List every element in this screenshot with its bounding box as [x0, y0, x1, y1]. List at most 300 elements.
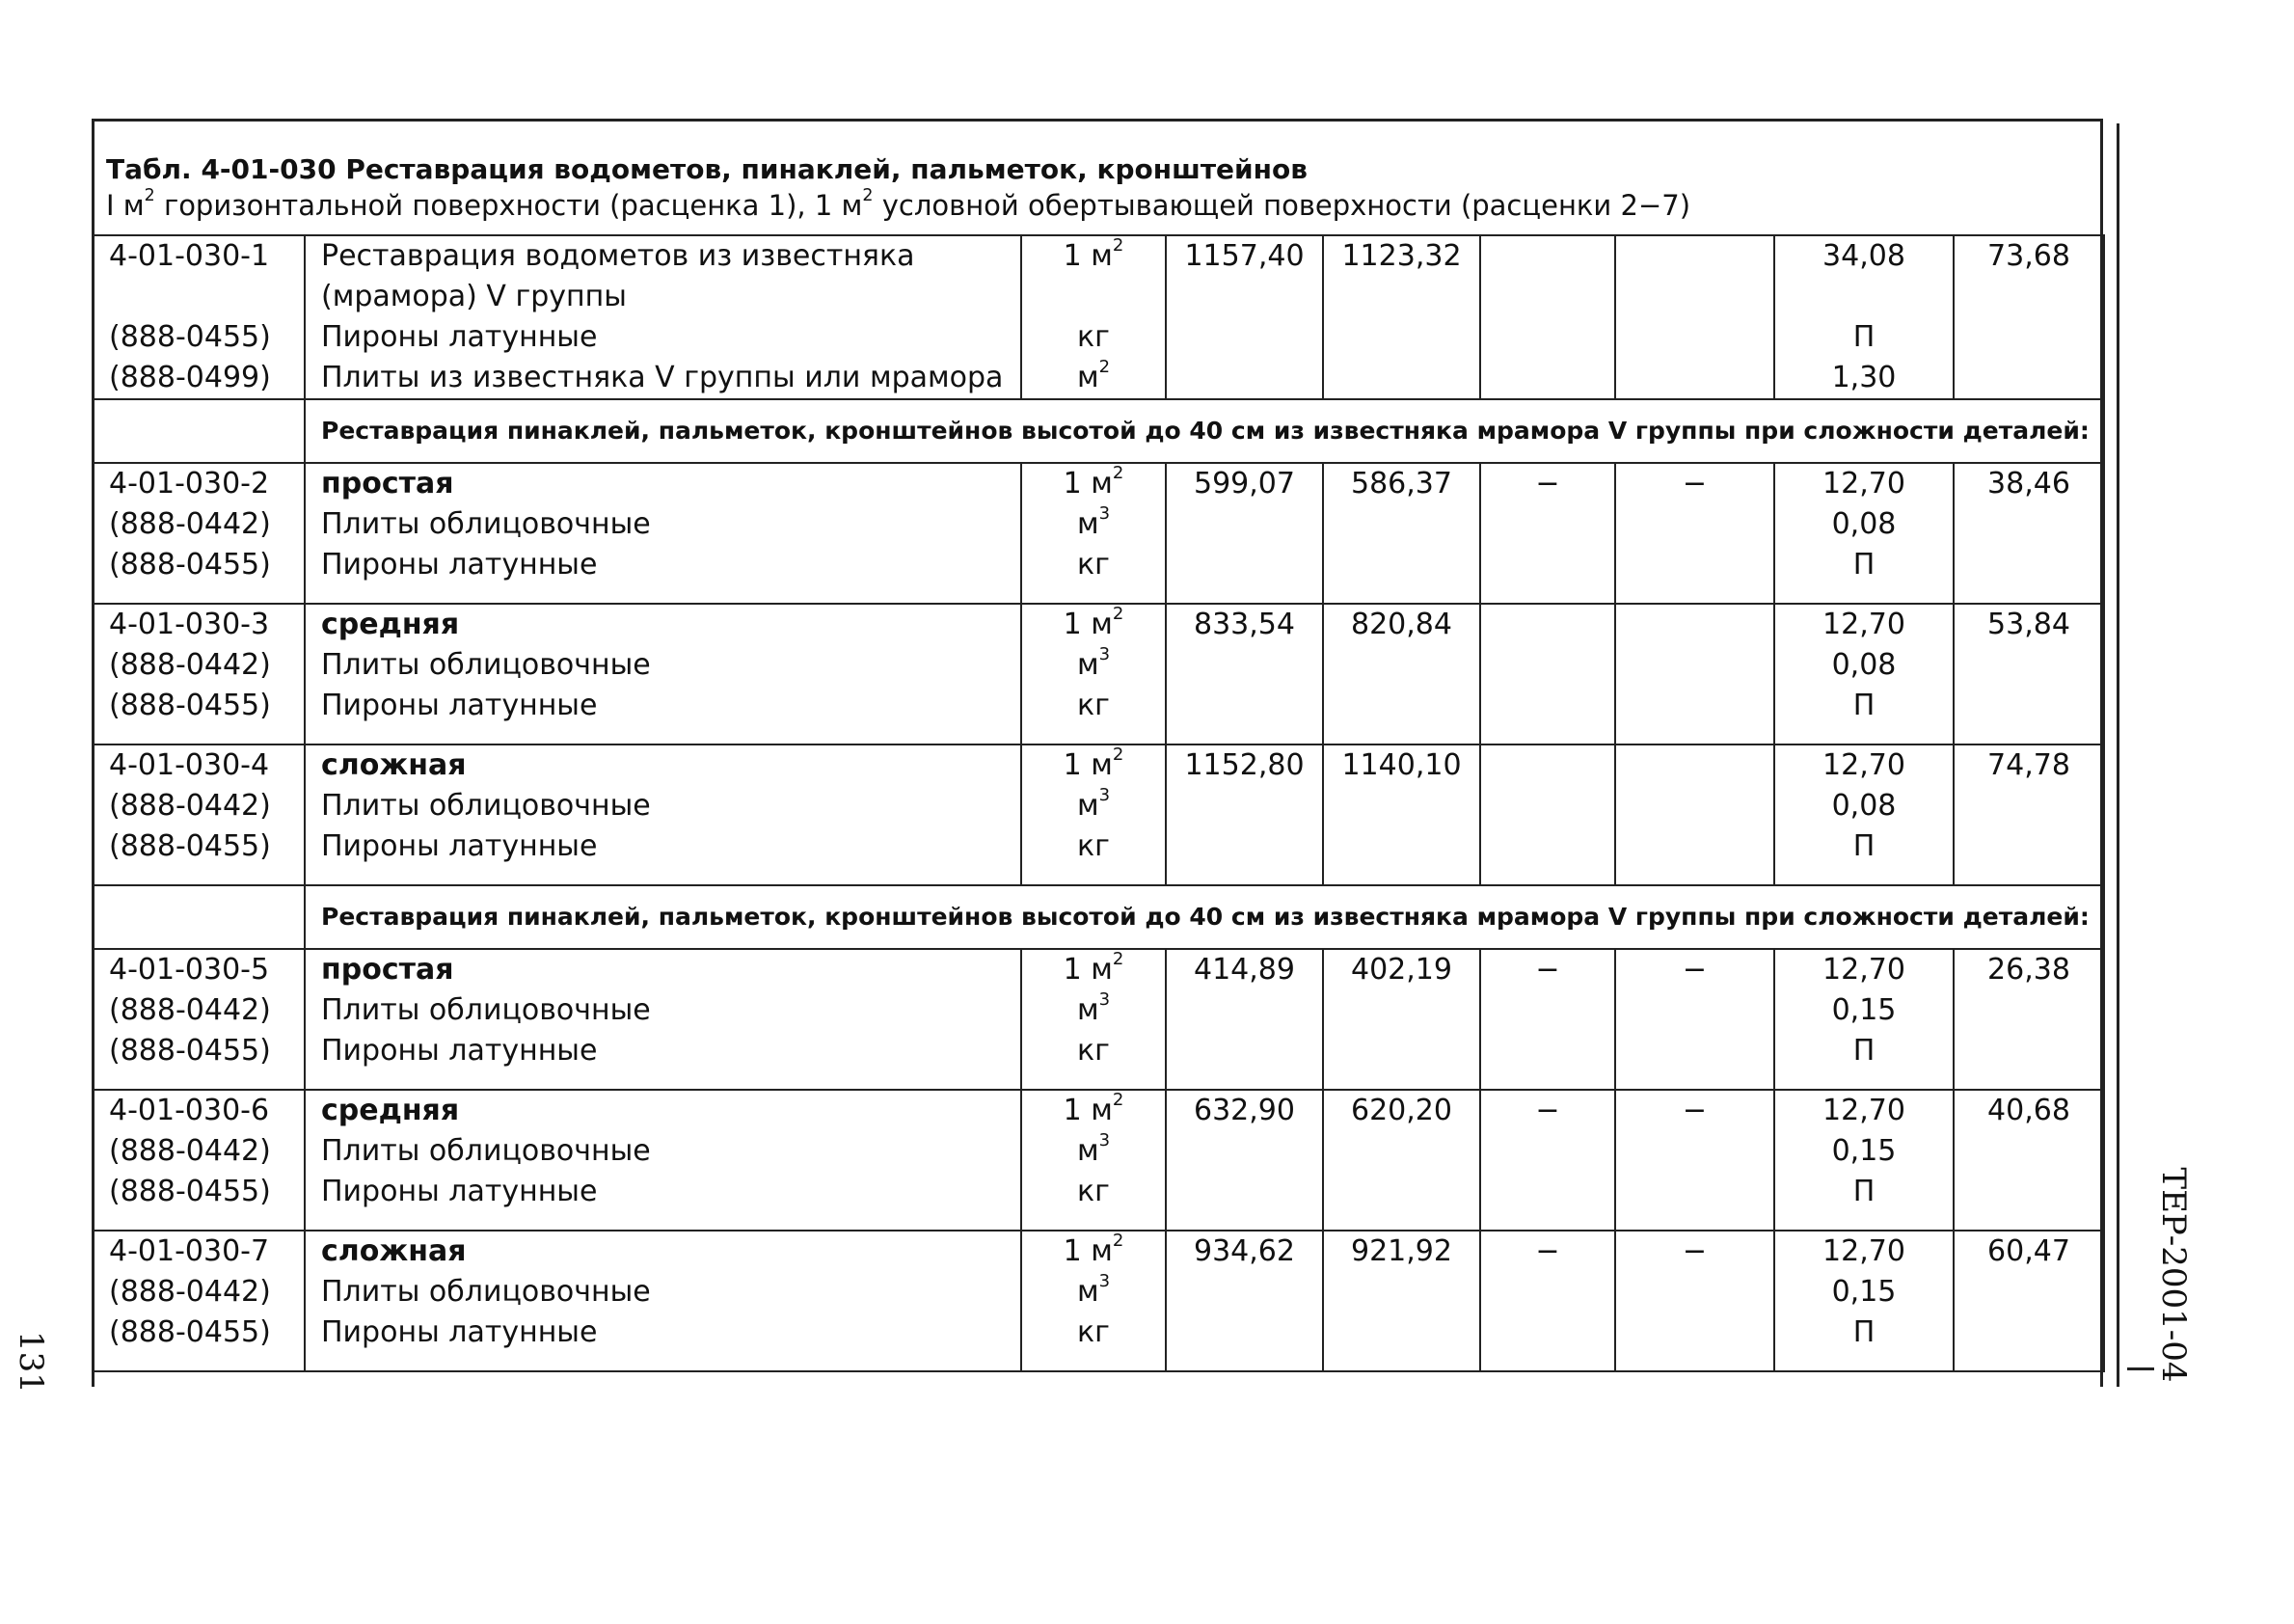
name-cell-line: [306, 1313, 1020, 1353]
name-cell-line: [306, 605, 1020, 645]
name-cell-text: средняя: [321, 608, 460, 641]
total-cost-cell: [1166, 1231, 1323, 1371]
labor-cell-value: 26,38: [1987, 953, 2070, 987]
name-cell: [305, 1090, 1021, 1231]
table-title: Табл. 4-01-030 Реставрация водометов, пинаклей, пальметок, кронштейнов: [106, 153, 1308, 185]
unit-cell-text: 1 м: [1063, 239, 1113, 273]
unit-cell: [1021, 949, 1166, 1090]
group-heading-row: [93, 399, 2104, 463]
name-cell-text: Плиты облицовочные: [321, 648, 651, 682]
materials-cell-line: [1775, 236, 1953, 277]
wage-cell-value: 1123,32: [1341, 239, 1462, 273]
unit-exponent: 2: [1112, 236, 1124, 256]
materials-cell-text: 12,70: [1822, 608, 1905, 641]
unit-cell-line: [1022, 686, 1165, 726]
code-cell: [93, 949, 305, 1090]
unit-exponent: 3: [1098, 504, 1111, 524]
rate-row: [93, 1090, 2104, 1231]
code-cell-text: 4-01-030-7: [109, 1234, 270, 1268]
name-cell-text: Плиты из известняка V группы или мрамора: [321, 361, 1004, 394]
machine-wage-cell-value: [1616, 605, 1773, 645]
materials-cell-text: 0,15: [1831, 1134, 1897, 1168]
code-cell-text: (888-0499): [109, 361, 271, 394]
code-cell-line: [94, 645, 304, 686]
materials-cell: [1774, 949, 1954, 1090]
machine-cost-cell: [1480, 744, 1615, 885]
machine-cost-cell-value: −: [1535, 467, 1560, 501]
code-cell-text: (888-0442): [109, 648, 271, 682]
rate-row: [93, 463, 2104, 604]
materials-cell-text: 0,08: [1831, 507, 1897, 541]
materials-cell-text: П: [1852, 689, 1876, 722]
name-cell-line: [306, 826, 1020, 867]
name-cell-text: Пироны латунные: [321, 1175, 598, 1208]
name-cell-line: [306, 504, 1020, 545]
unit-cell-line: [1022, 605, 1165, 645]
machine-cost-cell: [1480, 604, 1615, 744]
unit-cell-line: [1022, 1313, 1165, 1353]
materials-cell-line: [1775, 990, 1953, 1031]
name-cell-line: [306, 990, 1020, 1031]
materials-cell-text: 0,15: [1831, 993, 1897, 1027]
materials-cell-line: [1775, 545, 1953, 585]
unit-cell-line: [1022, 277, 1165, 317]
materials-cell-line: [1775, 464, 1953, 504]
unit-cell-line: [1022, 545, 1165, 585]
name-cell-text: Пироны латунные: [321, 829, 598, 863]
wage-cell: [1323, 463, 1480, 604]
labor-cell-value: 60,47: [1987, 1234, 2070, 1268]
wage-cell: [1323, 1090, 1480, 1231]
unit-cell: [1021, 235, 1166, 399]
unit-cell-line: [1022, 990, 1165, 1031]
materials-cell-line: [1775, 786, 1953, 826]
materials-cell-line: [1775, 950, 1953, 990]
name-cell-line: [306, 358, 1020, 398]
machine-wage-cell-value: −: [1682, 1094, 1708, 1127]
materials-cell-text: 12,70: [1822, 953, 1905, 987]
unit-cell-line: [1022, 645, 1165, 686]
group-heading-cell: [305, 885, 2104, 949]
name-cell-text: Плиты облицовочные: [321, 1134, 651, 1168]
code-cell-line: [94, 605, 304, 645]
unit-cell-text: м: [1076, 993, 1099, 1027]
labor-cell-value: 38,46: [1987, 467, 2070, 501]
unit-exponent: 2: [1112, 1232, 1124, 1251]
unit-cell-text: м: [1076, 1275, 1099, 1309]
subtitle-part-2: горизонтальной поверхности (расценка 1), 1 м: [154, 189, 863, 222]
materials-cell-line: [1775, 1313, 1953, 1353]
unit-cell-line: [1022, 1172, 1165, 1212]
machine-wage-cell-value: −: [1682, 467, 1708, 501]
rates-body: [93, 235, 2104, 1371]
subtitle-sup-2: 2: [862, 186, 874, 205]
materials-cell-text: П: [1852, 1175, 1876, 1208]
unit-cell-line: [1022, 358, 1165, 398]
code-cell-line: [94, 990, 304, 1031]
unit-cell-text: 1 м: [1063, 1094, 1113, 1127]
name-cell-text: сложная: [321, 1234, 467, 1268]
name-cell-line: [306, 1091, 1020, 1131]
code-cell-line: [94, 504, 304, 545]
labor-cell: [1954, 949, 2104, 1090]
group-heading-row: [93, 885, 2104, 949]
machine-cost-cell: [1480, 235, 1615, 399]
subtitle-part-1: I м: [106, 189, 145, 222]
name-cell-line: [306, 1131, 1020, 1172]
name-cell-text: Пироны латунные: [321, 320, 598, 354]
labor-cell: [1954, 235, 2104, 399]
unit-cell-line: [1022, 786, 1165, 826]
materials-cell-text: 0,08: [1831, 789, 1897, 823]
unit-cell-line: [1022, 464, 1165, 504]
group-heading-text: Реставрация пинаклей, пальметок, кронштейнов высотой до 40 см из известняка мрамора V группы при сложности деталей:: [321, 903, 2090, 931]
rate-row: [93, 1231, 2104, 1371]
document-code: ТЕР-2001-04: [2154, 1167, 2193, 1383]
unit-cell-text: м: [1076, 1134, 1099, 1168]
materials-cell-line: [1775, 1031, 1953, 1071]
machine-cost-cell-value: [1481, 745, 1614, 786]
materials-cell-text: 12,70: [1822, 467, 1905, 501]
labor-cell-value: 53,84: [1987, 608, 2070, 641]
wage-cell-value: 820,84: [1351, 608, 1452, 641]
code-cell-line: [94, 545, 304, 585]
code-cell-text: 4-01-030-6: [109, 1094, 270, 1127]
total-cost-cell-value: 1157,40: [1184, 239, 1305, 273]
unit-cell-line: [1022, 1272, 1165, 1313]
code-cell-text: 4-01-030-5: [109, 953, 270, 987]
name-cell-line: [306, 545, 1020, 585]
code-cell-line: [94, 277, 304, 317]
name-cell-text: Пироны латунные: [321, 689, 598, 722]
unit-exponent: 3: [1098, 645, 1111, 664]
code-cell-line: [94, 1313, 304, 1353]
name-cell-text: (мрамора) V группы: [321, 280, 627, 313]
machine-cost-cell-value: [1481, 605, 1614, 645]
materials-cell-text: 34,08: [1822, 239, 1905, 273]
group-heading-cell: [305, 399, 2104, 463]
code-cell: [93, 744, 305, 885]
unit-cell-line: [1022, 1031, 1165, 1071]
name-cell-text: Плиты облицовочные: [321, 1275, 651, 1309]
wage-cell: [1323, 949, 1480, 1090]
unit-cell: [1021, 604, 1166, 744]
materials-cell-line: [1775, 745, 1953, 786]
total-cost-cell-value: 833,54: [1194, 608, 1295, 641]
labor-cell-value: 73,68: [1987, 239, 2070, 273]
code-cell-text: (888-0455): [109, 320, 271, 354]
unit-cell-text: 1 м: [1063, 1234, 1113, 1268]
name-cell-text: Пироны латунные: [321, 1315, 598, 1349]
labor-cell: [1954, 1231, 2104, 1371]
materials-cell: [1774, 1231, 1954, 1371]
unit-cell-text: кг: [1077, 1034, 1110, 1068]
materials-cell: [1774, 235, 1954, 399]
code-cell-line: [94, 950, 304, 990]
name-cell: [305, 1231, 1021, 1371]
wage-cell-value: 1140,10: [1341, 748, 1462, 782]
group-heading-code-cell: [93, 885, 305, 949]
name-cell-line: [306, 317, 1020, 358]
code-cell-line: [94, 745, 304, 786]
materials-cell-text: П: [1852, 1315, 1876, 1349]
machine-cost-cell-value: −: [1535, 953, 1560, 987]
unit-cell-line: [1022, 504, 1165, 545]
machine-cost-cell-value: [1481, 236, 1614, 277]
materials-cell-text: 1,30: [1831, 361, 1897, 394]
materials-cell: [1774, 1090, 1954, 1231]
materials-cell-text: 0,08: [1831, 648, 1897, 682]
page-number: 131: [12, 1331, 50, 1394]
materials-cell-line: [1775, 1172, 1953, 1212]
machine-cost-cell: [1480, 1090, 1615, 1231]
unit-exponent: 2: [1112, 1091, 1124, 1110]
name-cell-line: [306, 745, 1020, 786]
materials-cell: [1774, 744, 1954, 885]
name-cell-line: [306, 686, 1020, 726]
unit-cell-text: кг: [1077, 829, 1110, 863]
rate-row: [93, 744, 2104, 885]
wage-cell-value: 402,19: [1351, 953, 1452, 987]
name-cell-text: простая: [321, 467, 454, 501]
code-cell-text: 4-01-030-2: [109, 467, 270, 501]
code-cell-text: 4-01-030-3: [109, 608, 270, 641]
code-cell-line: [94, 1131, 304, 1172]
name-cell-line: [306, 1272, 1020, 1313]
machine-wage-cell: [1615, 604, 1774, 744]
unit-exponent: 3: [1098, 786, 1111, 805]
total-cost-cell: [1166, 463, 1323, 604]
unit-cell: [1021, 463, 1166, 604]
code-cell-line: [94, 1031, 304, 1071]
unit-cell-text: м: [1076, 789, 1099, 823]
subtitle-sup-1: 2: [144, 186, 155, 205]
page-edge-rule: [2117, 123, 2119, 1387]
total-cost-cell-value: 414,89: [1194, 953, 1295, 987]
unit-cell: [1021, 1231, 1166, 1371]
materials-cell-line: [1775, 1232, 1953, 1272]
group-heading-code-cell: [93, 399, 305, 463]
name-cell-line: [306, 1031, 1020, 1071]
unit-cell-line: [1022, 745, 1165, 786]
unit-cell-text: м: [1076, 648, 1099, 682]
machine-wage-cell: [1615, 463, 1774, 604]
code-cell-text: 4-01-030-4: [109, 748, 270, 782]
materials-cell-line: [1775, 317, 1953, 358]
labor-cell-value: 74,78: [1987, 748, 2070, 782]
labor-cell: [1954, 604, 2104, 744]
materials-cell-text: 12,70: [1822, 1234, 1905, 1268]
materials-cell: [1774, 604, 1954, 744]
code-cell: [93, 235, 305, 399]
name-cell-text: Пироны латунные: [321, 548, 598, 582]
machine-cost-cell-value: −: [1535, 1094, 1560, 1127]
unit-cell-text: м: [1076, 361, 1099, 394]
rates-table: [92, 234, 2105, 1372]
materials-cell-text: 0,15: [1831, 1275, 1897, 1309]
unit-cell-text: кг: [1077, 689, 1110, 722]
machine-wage-cell-value: [1616, 236, 1773, 277]
unit-exponent: 3: [1098, 1131, 1111, 1150]
name-cell: [305, 604, 1021, 744]
wage-cell: [1323, 744, 1480, 885]
materials-cell-line: [1775, 645, 1953, 686]
unit-exponent: 2: [1112, 605, 1124, 624]
unit-cell-text: м: [1076, 507, 1099, 541]
code-cell-text: (888-0455): [109, 548, 271, 582]
name-cell-text: Пироны латунные: [321, 1034, 598, 1068]
unit-cell-text: кг: [1077, 1315, 1110, 1349]
group-heading-text: Реставрация пинаклей, пальметок, кронштейнов высотой до 40 см из известняка мрамора V группы при сложности деталей:: [321, 417, 2090, 445]
machine-wage-cell-value: −: [1682, 953, 1708, 987]
code-cell-text: (888-0442): [109, 507, 271, 541]
machine-cost-cell: [1480, 1231, 1615, 1371]
machine-cost-cell: [1480, 949, 1615, 1090]
machine-wage-cell: [1615, 949, 1774, 1090]
unit-exponent: 2: [1112, 464, 1124, 483]
code-cell-line: [94, 686, 304, 726]
materials-cell-line: [1775, 1272, 1953, 1313]
code-cell-text: (888-0455): [109, 1175, 271, 1208]
materials-cell-line: [1775, 358, 1953, 398]
materials-cell-line: [1775, 605, 1953, 645]
materials-cell-line: [1775, 686, 1953, 726]
code-cell-line: [94, 1272, 304, 1313]
labor-cell: [1954, 744, 2104, 885]
materials-cell: [1774, 463, 1954, 604]
code-cell-line: [94, 786, 304, 826]
code-cell-line: [94, 464, 304, 504]
unit-cell-line: [1022, 236, 1165, 277]
total-cost-cell: [1166, 604, 1323, 744]
name-cell-line: [306, 1172, 1020, 1212]
unit-exponent: 2: [1098, 358, 1111, 377]
table-subtitle: [106, 187, 2092, 224]
code-cell-line: [94, 1172, 304, 1212]
name-cell-line: [306, 236, 1020, 277]
name-cell: [305, 463, 1021, 604]
name-cell-line: [306, 277, 1020, 317]
machine-wage-cell: [1615, 235, 1774, 399]
materials-cell-text: П: [1852, 320, 1876, 354]
code-cell-text: (888-0442): [109, 993, 271, 1027]
name-cell-text: Плиты облицовочные: [321, 507, 651, 541]
total-cost-cell: [1166, 949, 1323, 1090]
unit-cell-text: кг: [1077, 548, 1110, 582]
code-cell-line: [94, 236, 304, 277]
unit-cell-line: [1022, 1131, 1165, 1172]
wage-cell-value: 620,20: [1351, 1094, 1452, 1127]
code-cell-text: (888-0455): [109, 1315, 271, 1349]
materials-cell-text: П: [1852, 1034, 1876, 1068]
materials-cell-text: 12,70: [1822, 748, 1905, 782]
unit-exponent: 3: [1098, 1272, 1111, 1291]
materials-cell-line: [1775, 826, 1953, 867]
code-cell-text: (888-0442): [109, 789, 271, 823]
name-cell-text: сложная: [321, 748, 467, 782]
unit-cell-line: [1022, 950, 1165, 990]
machine-cost-cell: [1480, 463, 1615, 604]
code-cell-line: [94, 1232, 304, 1272]
unit-cell-line: [1022, 1232, 1165, 1272]
table-header: [106, 152, 2092, 224]
unit-cell-text: 1 м: [1063, 953, 1113, 987]
code-cell: [93, 604, 305, 744]
unit-cell-text: 1 м: [1063, 608, 1113, 641]
machine-wage-cell: [1615, 1090, 1774, 1231]
labor-cell: [1954, 463, 2104, 604]
name-cell-line: [306, 464, 1020, 504]
name-cell: [305, 949, 1021, 1090]
name-cell-line: [306, 950, 1020, 990]
code-cell-text: (888-0455): [109, 1034, 271, 1068]
unit-cell-text: 1 м: [1063, 748, 1113, 782]
total-cost-cell-value: 632,90: [1194, 1094, 1295, 1127]
name-cell-line: [306, 645, 1020, 686]
materials-cell-text: П: [1852, 829, 1876, 863]
wage-cell: [1323, 1231, 1480, 1371]
name-cell-text: простая: [321, 953, 454, 987]
code-cell: [93, 463, 305, 604]
materials-cell-text: П: [1852, 548, 1876, 582]
unit-cell-line: [1022, 826, 1165, 867]
code-cell-line: [94, 358, 304, 398]
name-cell-line: [306, 1232, 1020, 1272]
wage-cell: [1323, 604, 1480, 744]
machine-wage-cell: [1615, 1231, 1774, 1371]
materials-cell-text: 12,70: [1822, 1094, 1905, 1127]
unit-cell-text: 1 м: [1063, 467, 1113, 501]
name-cell-text: средняя: [321, 1094, 460, 1127]
total-cost-cell-value: 934,62: [1194, 1234, 1295, 1268]
wage-cell: [1323, 235, 1480, 399]
code-cell-text: (888-0455): [109, 689, 271, 722]
unit-cell-text: кг: [1077, 1175, 1110, 1208]
code-cell-text: (888-0455): [109, 829, 271, 863]
machine-cost-cell-value: −: [1535, 1234, 1560, 1268]
labor-cell: [1954, 1090, 2104, 1231]
materials-cell-line: [1775, 277, 1953, 317]
total-cost-cell: [1166, 744, 1323, 885]
rate-row: [93, 604, 2104, 744]
name-cell: [305, 744, 1021, 885]
code-cell-text: 4-01-030-1: [109, 239, 270, 273]
unit-cell: [1021, 744, 1166, 885]
machine-wage-cell-value: −: [1682, 1234, 1708, 1268]
rate-row: [93, 235, 2104, 399]
name-cell-text: Плиты облицовочные: [321, 993, 651, 1027]
labor-cell-value: 40,68: [1987, 1094, 2070, 1127]
unit-cell: [1021, 1090, 1166, 1231]
unit-exponent: 3: [1098, 990, 1111, 1010]
total-cost-cell-value: 1152,80: [1184, 748, 1305, 782]
rate-row: [93, 949, 2104, 1090]
wage-cell-value: 586,37: [1351, 467, 1452, 501]
unit-exponent: 2: [1112, 745, 1124, 765]
code-cell: [93, 1231, 305, 1371]
code-cell-text: (888-0442): [109, 1275, 271, 1309]
name-cell-line: [306, 786, 1020, 826]
name-cell: [305, 235, 1021, 399]
machine-wage-cell-value: [1616, 745, 1773, 786]
total-cost-cell: [1166, 235, 1323, 399]
unit-exponent: 2: [1112, 950, 1124, 969]
unit-cell-text: кг: [1077, 320, 1110, 354]
subtitle-part-3: условной обертывающей поверхности (расценки 2−7): [873, 189, 1691, 222]
code-cell-text: (888-0442): [109, 1134, 271, 1168]
name-cell-text: Плиты облицовочные: [321, 789, 651, 823]
code-cell-line: [94, 1091, 304, 1131]
